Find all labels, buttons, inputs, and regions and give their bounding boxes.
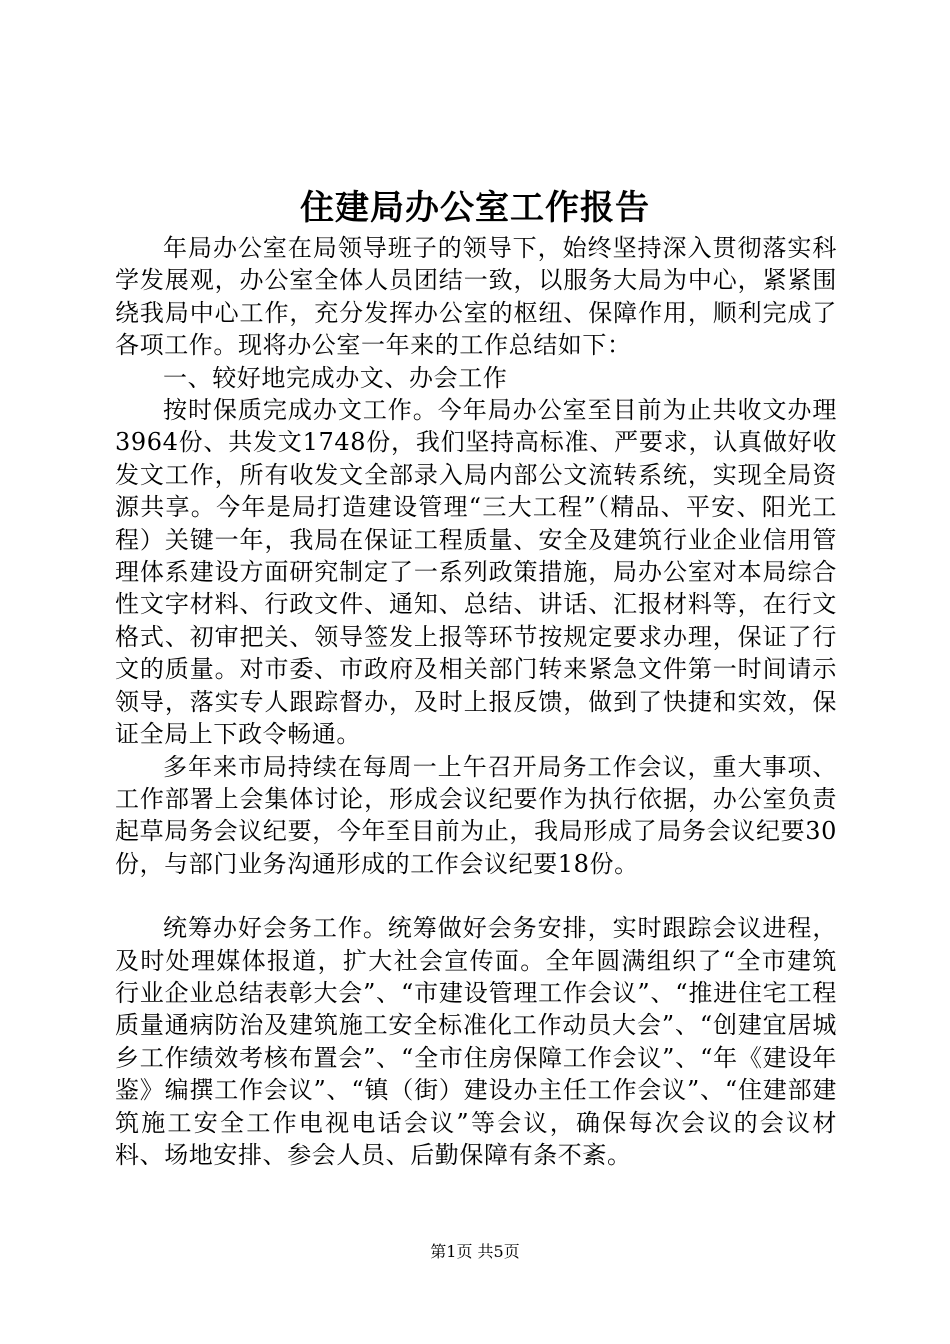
paragraph-intro: 年局办公室在局领导班子的领导下，始终坚持深入贯彻落实科学发展观，办公室全体人员团结一致，以服务大局为中心，紧紧围绕我局中心工作，充分发挥办公室的枢纽、保障作用，顺利完成了各项工作。现将办公室一年来的工作总结如下： [115,234,837,360]
page-footer: 第1页 共5页 [430,1242,520,1261]
paragraph-conference-affairs: 统筹办好会务工作。统筹做好会务安排，实时跟踪会议进程，及时处理媒体报道，扩大社会宣传面。全年圆满组织了“全市建筑行业企业总结表彰大会”、“市建设管理工作会议”、“推进住宅工程质量通病防治及建筑施工安全标准化工作动员大会”、“创建宜居城乡工作绩效考核布置会”、“全市住房保障工作会议”、“年《建设年鉴》编撰工作会议”、“镇（街）建设办主任工作会议”、“住建部建筑施工安全工作电视电话会议”等会议，确保每次会议的会议材料、场地安排、参会人员、后勤保障有条不紊。 [115,914,837,1169]
paragraph-meeting-minutes: 多年来市局持续在每周一上午召开局务工作会议，重大事项、工作部署上会集体讨论，形成会议纪要作为执行依据，办公室负责起草局务会议纪要，今年至目前为止，我局形成了局务会议纪要30份，与部门业务沟通形成的工作会议纪要18份。 [115,752,837,878]
document-title: 住建局办公室工作报告 [300,188,650,228]
paragraph-documents: 按时保质完成办文工作。今年局办公室至目前为止共收文办理3964份、共发文1748份，我们坚持高标准、严要求，认真做好收发文工作，所有收发文全部录入局内部公文流转系统，实现全局资源共享。今年是局打造建设管理“三大工程”（精品、平安、阳光工程）关键一年，我局在保证工程质量、安全及建筑行业企业信用管理体系建设方面研究制定了一系列政策措施，局办公室对本局综合性文字材料、行政文件、通知、总结、讲话、汇报材料等，在行文格式、初审把关、领导签发上报等环节按规定要求办理，保证了行文的质量。对市委、市政府及相关部门转来紧急文件第一时间请示领导，落实专人跟踪督办，及时上报反馈，做到了快捷和实效，保证全局上下政令畅通。 [115,396,837,749]
section-heading: 一、较好地完成办文、办会工作 [163,363,508,392]
document-body [115,232,837,1171]
